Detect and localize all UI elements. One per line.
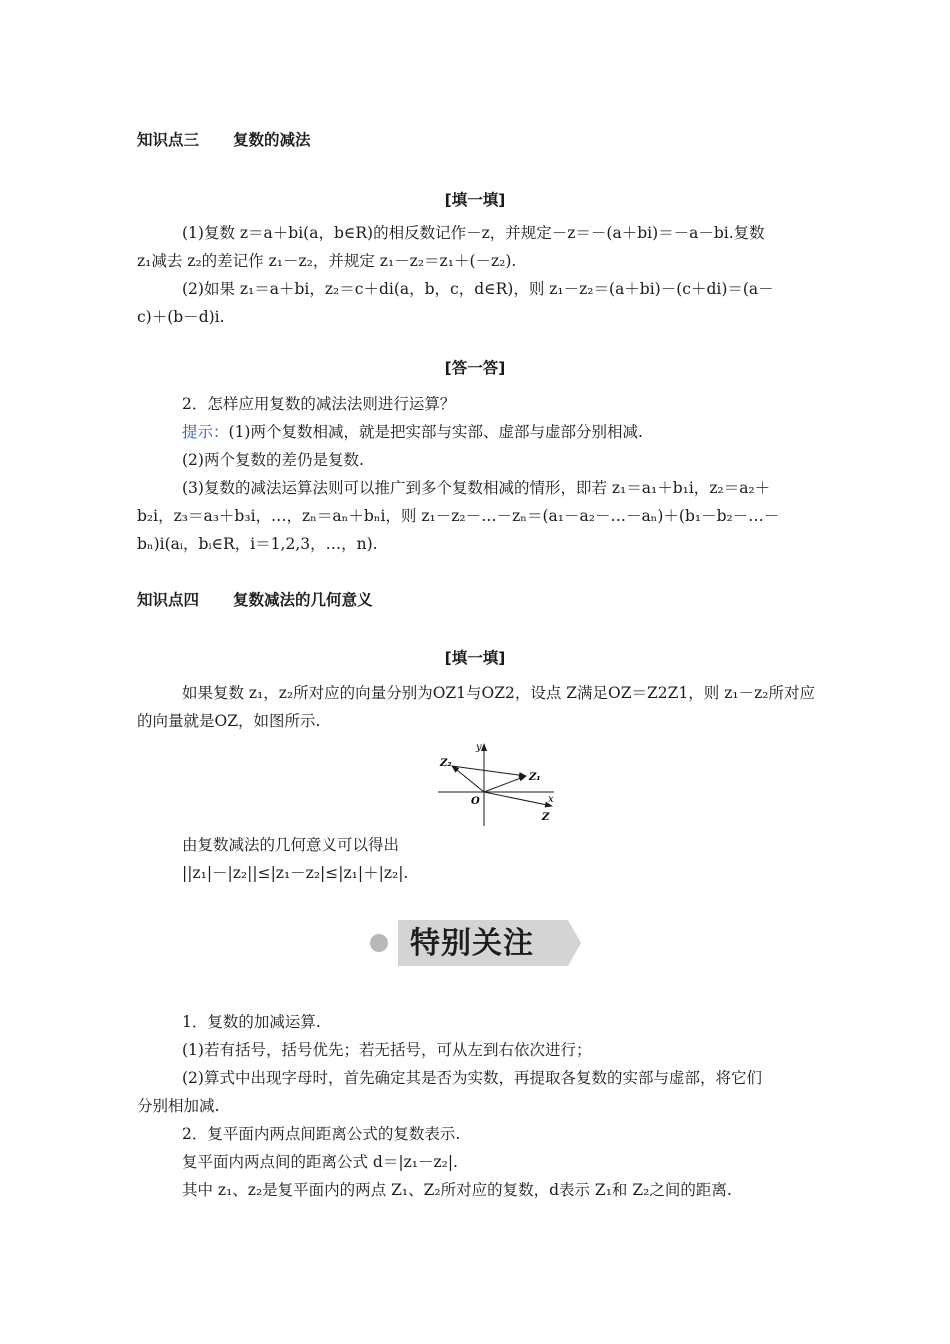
label-z2: Z₂ — [440, 758, 452, 769]
label-z: Z — [542, 812, 550, 823]
paragraph-line: 分别相加减. — [137, 1097, 220, 1115]
paragraph-line: c)＋(b－d)i. — [137, 308, 225, 326]
paragraph-line: 其中 z₁、z₂是复平面内的两点 Z₁、Z₂所对应的复数，d表示 Z₁和 Z₂之间的距离. — [182, 1181, 732, 1199]
section-heading-4 — [137, 588, 373, 610]
vector-oz1 — [484, 776, 526, 792]
section-title: 复数的减法 — [233, 131, 311, 149]
vector-oz — [484, 792, 552, 806]
label-z1: Z₁ — [529, 772, 541, 783]
label-o: O — [471, 796, 480, 807]
answer-title: [答一答] — [444, 359, 506, 377]
paragraph-line: 1．复数的加减运算. — [182, 1013, 321, 1031]
section-heading-3 — [137, 128, 311, 150]
label-x: x — [548, 794, 554, 805]
paragraph-line: (2)两个复数的差仍是复数. — [182, 451, 364, 469]
paragraph-line: (2)算式中出现字母时，首先确定其是否为实数，再提取各复数的实部与虚部，将它们 — [182, 1069, 762, 1087]
fill-in-title: [填一填] — [444, 649, 506, 667]
paragraph-line: 2．复平面内两点间距离公式的复数表示. — [182, 1125, 461, 1143]
section-title: 复数减法的几何意义 — [233, 591, 373, 609]
paragraph-line: z₁减去 z₂的差记作 z₁－z₂，并规定 z₁－z₂＝z₁＋(－z₂). — [137, 252, 517, 270]
paragraph-line: (1)复数 z＝a＋bi(a，b∈R)的相反数记作－z，并规定－z＝－(a＋bi)＝－a－bi.复数 — [182, 224, 765, 242]
hint-line — [182, 421, 643, 443]
section-label: 知识点四 — [137, 591, 200, 609]
paragraph-line: bₙ)i(aᵢ，bᵢ∈R，i＝1,2,3，…，n). — [137, 535, 378, 553]
paragraph-line: 复平面内两点间的距离公式 d＝|z₁－z₂|. — [182, 1153, 458, 1171]
inequality-line: ||z₁|－|z₂||≤|z₁－z₂|≤|z₁|＋|z₂|. — [182, 864, 409, 882]
paragraph-line: 的向量就是OZ，如图所示. — [137, 712, 321, 730]
fill-in-title: [填一填] — [444, 191, 506, 209]
paragraph-line: (3)复数的减法运算法则可以推广到多个复数相减的情形，即若 z₁＝a₁＋b₁i，z₂＝a₂＋ — [182, 479, 771, 497]
hint-text: (1)两个复数相减，就是把实部与实部、虚部与虚部分别相减. — [228, 423, 643, 441]
paragraph-line: 由复数减法的几何意义可以得出 — [182, 836, 400, 854]
question-line: 2．怎样应用复数的减法法则进行运算？ — [182, 395, 456, 413]
paragraph-line: (2)如果 z₁＝a＋bi，z₂＝c＋di(a，b，c，d∈R)，则 z₁－z₂＝(a＋bi)－(c＋di)＝(a－ — [182, 280, 774, 298]
paragraph-line: b₂i，z₃＝a₃＋b₃i，…，zₙ＝aₙ＋bₙi，则 z₁－z₂－…－zₙ＝(a₁－a₂－…－aₙ)＋(b₁－b₂－…－ — [137, 507, 780, 525]
paragraph-line: (1)若有括号，括号优先；若无括号，可从左到右依次进行； — [182, 1041, 592, 1059]
label-y: y — [476, 742, 482, 753]
banner-title: 特别关注 — [410, 926, 534, 961]
banner-dot — [370, 934, 388, 952]
section-label: 知识点三 — [137, 131, 200, 149]
paragraph-line: 如果复数 z₁，z₂所对应的向量分别为OZ1与OZ2，设点 Z满足OZ＝Z2Z1，则 z₁－z₂所对应 — [182, 684, 815, 702]
hint-label: 提示： — [182, 423, 229, 441]
vector-diagram — [432, 740, 560, 828]
